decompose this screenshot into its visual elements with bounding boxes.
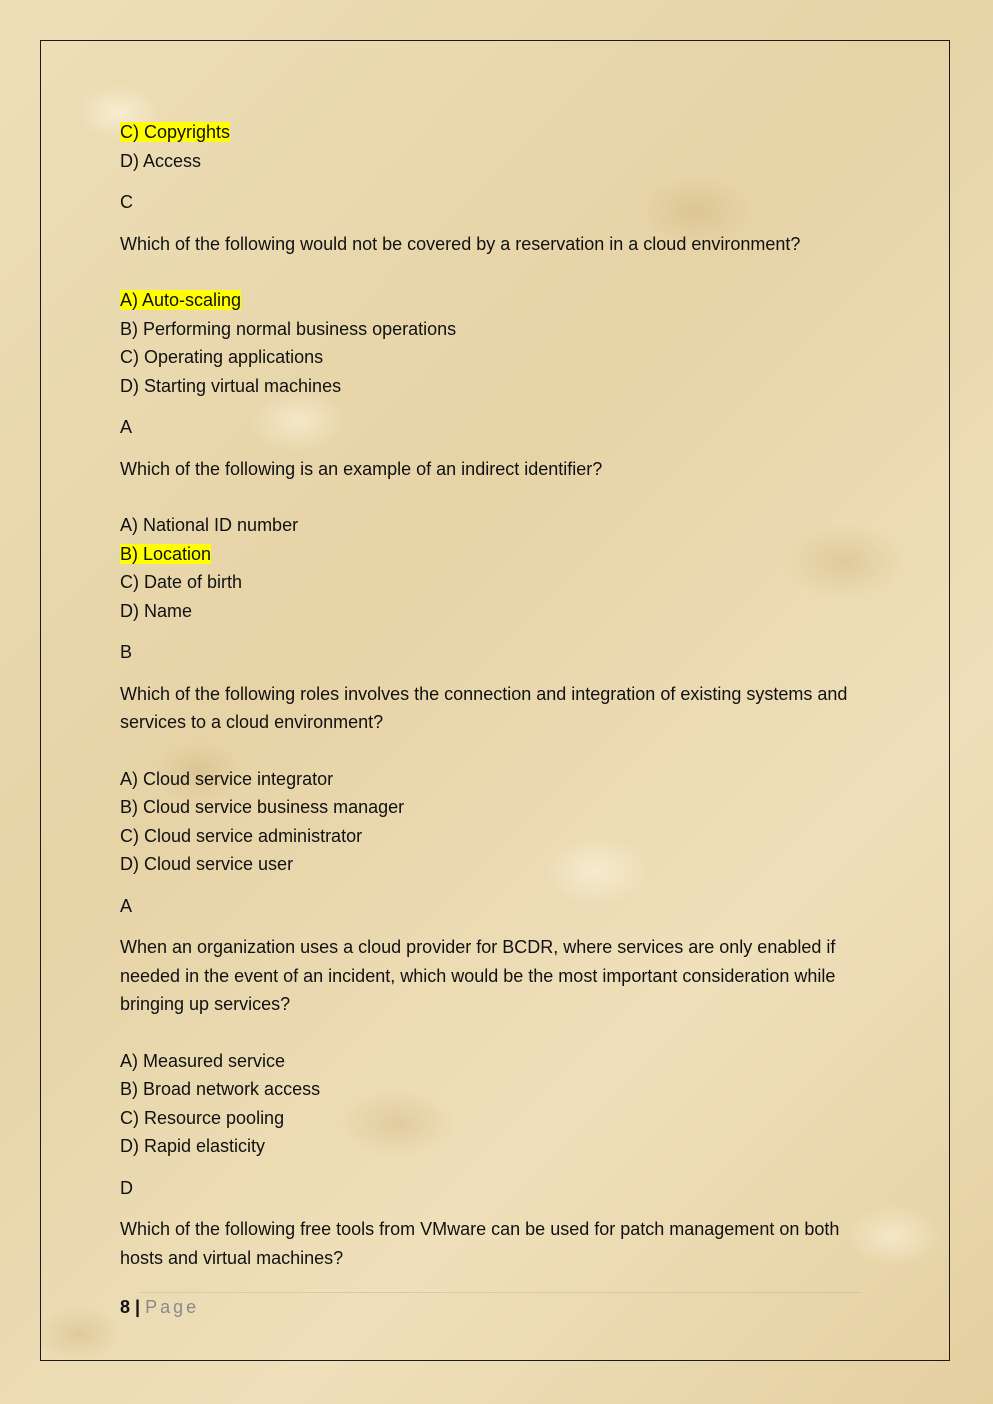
answer-key: D [120,1177,133,1198]
option-text: D) Access [120,150,202,171]
page-number: 8 [120,1297,131,1317]
option-text [120,286,880,315]
page-label: Page [145,1297,200,1317]
option-text: B) Cloud service business manager [120,797,405,817]
option-text [120,118,880,147]
option-text: C) Resource pooling [120,1107,285,1128]
highlighted-answer: B) Location [120,543,212,564]
question-text: Which of the following is an example of an indirect identifier? [120,458,603,479]
document-body [120,118,880,1272]
question-text: Which of the following roles involves the connection and integration of existing systems and services to a cloud environment? [120,683,848,732]
question-text: Which of the following free tools from VMware can be used for patch management on both hosts and virtual machines? [120,1219,840,1268]
question-text: When an organization uses a cloud provider for BCDR, where services are only enabled if needed in the event of an incident, which would be the most important consideration while bringing up services? [120,937,836,1014]
option-text: D) Name [120,600,193,621]
highlighted-answer: A) Auto-scaling [120,290,242,310]
option-text: D) Rapid elasticity [120,1136,266,1156]
option-text: A) National ID number [120,515,299,535]
answer-key: A [120,417,133,437]
option-text: C) Date of birth [120,572,243,592]
option-text: B) Broad network access [120,1079,321,1099]
option-text [120,540,880,569]
footer-separator: | [135,1297,141,1317]
footer-divider [140,1292,860,1293]
answer-key: B [120,642,133,662]
option-text: A) Cloud service integrator [120,768,334,789]
option-text: C) Cloud service administrator [120,825,363,846]
page-footer [120,1294,199,1320]
answer-key: A [120,895,133,916]
option-text: C) Operating applications [120,347,324,367]
option-text: D) Cloud service user [120,854,294,874]
question-text: Which of the following would not be covered by a reservation in a cloud environment? [120,233,801,254]
option-text: B) Performing normal business operations [120,318,457,339]
option-text: D) Starting virtual machines [120,375,342,396]
highlighted-answer: C) Copyrights [120,122,231,142]
option-text: A) Measured service [120,1050,286,1071]
answer-key: C [120,192,133,212]
